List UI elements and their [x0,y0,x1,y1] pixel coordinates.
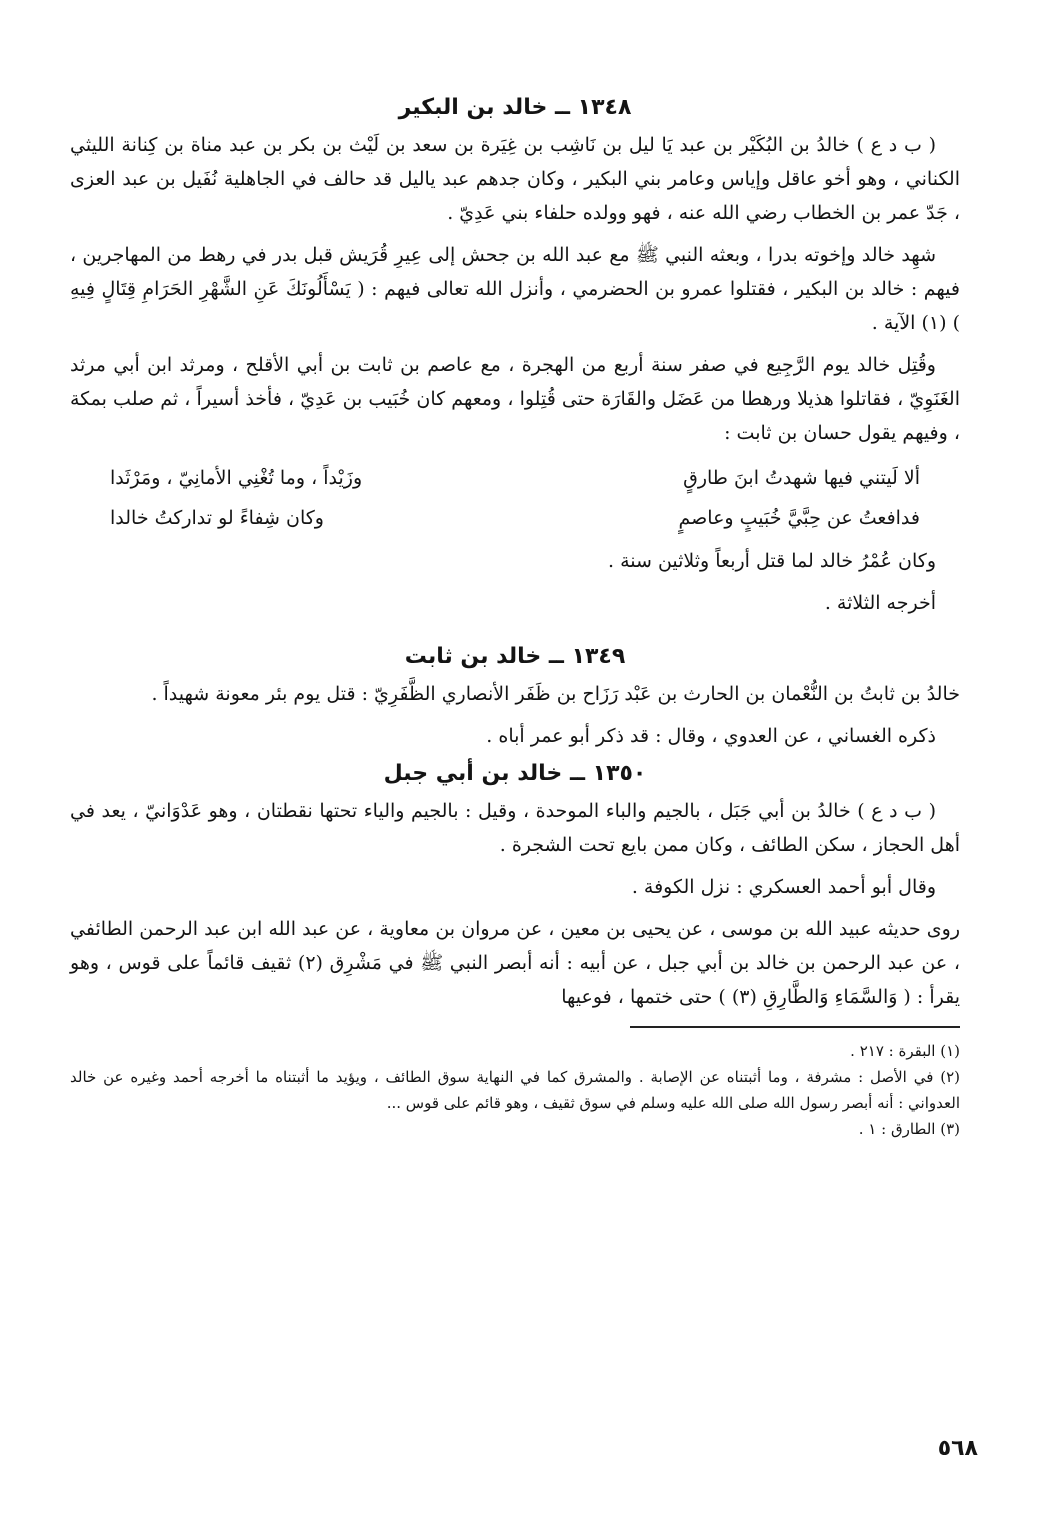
footnote: (٢) في الأصل : مشرفة ، وما أثبتناه عن الإصابة . والمشرق كما في النهاية سوق الطائف ، ويؤيد ما أثبتناه ما أخرجه أحمد وغيره عن خالد العدواني : أنه أبصر رسول الله صلى الله عليه وسلم في سوق ثقيف ، وهو قائم على قوس ... [70,1068,960,1112]
entry-1349 [70,644,960,753]
footnotes [70,1038,960,1142]
entry-paragraph: خالدُ بن ثابتُ بن النُّعْمان بن الحارث بن عَبْد رَزَاح بن ظَفَر الأنصاري الظَّفَرِيّ : قتل يوم بئر معونة شهيداً . [151,683,960,705]
entry-paragraph: ( ب د ع ) خالدُ بن أبي جَبَل ، بالجيم والباء الموحدة ، وقيل : بالجيم والياء تحتها نقطتان ، وهو عَدْوَانيّ ، يعد في أهل الحجاز ، سكن الطائف ، وكان ممن بايع تحت الشجرة . [70,800,960,856]
entry-paragraph: وكان عُمْرُ خالد لما قتل أربعاً وثلاثين سنة . [607,550,936,572]
poem-verse [110,498,920,538]
poem-second-hemistich: وكان شِفاءً لو تداركتُ خالدا [110,507,324,529]
entry-1350 [70,761,960,1014]
poem-second-hemistich: وزَيْداً ، وما تُغْنِي الأمانِيّ ، ومَرْثَدا [110,467,363,489]
entry-heading: ١٣٤٩ ــ خالد بن ثابت [404,644,626,669]
footnote: (١) البقرة : ٢١٧ . [850,1042,960,1060]
page-number: ٥٦٨ [937,1436,978,1461]
entry-paragraph: ( ب د ع ) خالدُ بن البُكَيْر بن عبد يَا ليل بن نَاشِب بن غِيَرة بن سعد بن لَيْث بن بكر بن عبد مناة بن كِنانة الليثي الكناني ، وهو أخو عاقل وإياس وعامر بني البكير ، وكان جدهم عبد ياليل قد حالف في الجاهلية نُفَيل بن عبد العزى ، جَدّ عمر بن الخطاب رضي الله عنه ، فهو وولده حلفاء بني عَدِيّ . [70,134,960,224]
poem-first-hemistich: فدافعتُ عن حِبَّيَّ خُبَيبٍ وعاصمٍ [678,507,920,529]
footnote-divider [630,1026,960,1028]
poem-first-hemistich: ألا لَيتني فيها شهدتُ ابنَ طارقٍ [683,467,920,489]
entry-heading: ١٣٥٠ ــ خالد بن أبي جبل [383,761,647,786]
entry-1348 [70,95,960,620]
entry-paragraph: وقُتِل خالد يوم الرَّجِيع في صفر سنة أربع من الهجرة ، مع عاصم بن ثابت بن أبي الأقلح ، ومرثد ابن أبي مرثد الغَنَوِيّ ، فقاتلوا هذيلا ورهطا من عَضَل والقَارَة حتى قُتِلوا ، ومعهم كان خُبَيب بن عَدِيّ ، فأخذ أسيراً ، ثم صلب بمكة ، وفيهم يقول حسان بن ثابت : [70,354,960,444]
entry-paragraph: شهِد خالد وإخوته بدرا ، وبعثه النبي ﷺ مع عبد الله بن جحش إلى عِيرِ قُرَيش قبل بدر في رهط من المهاجرين ، فيهم : خالد بن البكير ، فقتلوا عمرو بن الحضرمي ، وأنزل الله تعالى فيهم : ( يَسْأَلُونَكَ عَنِ الشَّهْرِ الحَرَامِ قِتَالٍ فِيهِ ) (١) الآية . [70,244,960,334]
entry-paragraph: ذكره الغساني ، عن العدوي ، وقال : قد ذكر أبو عمر أباه . [486,725,936,747]
poem [110,458,920,538]
entry-paragraph: أخرجه الثلاثة . [824,592,936,614]
page-body [70,95,960,1142]
entry-paragraph: روى حديثه عبيد الله بن موسى ، عن يحيى بن معين ، عن مروان بن معاوية ، عن عبد الله ابن عبد الرحمن الطائفي ، عن عبد الرحمن بن خالد بن أبي جبل ، عن أبيه : أنه أبصر النبي ﷺ في مَشْرِق (٢) ثقيف قائماً على قوس ، وهو يقرأ : ( وَالسَّمَاءِ وَالطَّارِقِ (٣) ) حتى ختمها ، فوعيها [70,918,960,1008]
footnote: (٣) الطارق : ١ . [858,1120,960,1138]
entry-heading: ١٣٤٨ ــ خالد بن البكير [398,95,632,120]
poem-verse [110,458,920,498]
entry-paragraph: وقال أبو أحمد العسكري : نزل الكوفة . [631,876,936,898]
